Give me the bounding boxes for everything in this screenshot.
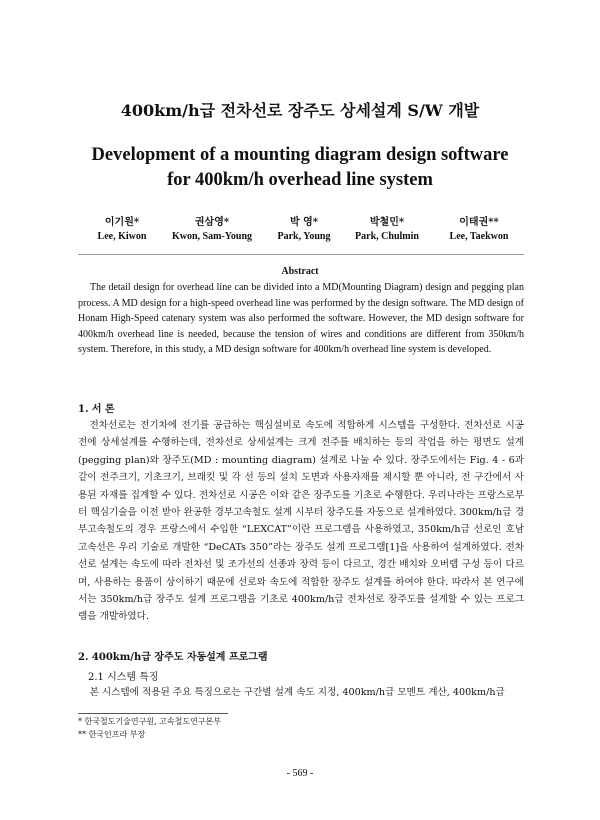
section-1-body <box>78 417 524 626</box>
author-2-name-ko: 권삼영* <box>194 217 230 228</box>
footnote-affiliation-1: * 한국철도기술연구원, 고속철도연구본부 <box>78 717 222 726</box>
section-1-heading: 1. 서 론 <box>78 404 115 415</box>
author-3-name-en: Park, Young <box>277 231 331 242</box>
author-1-name-ko: 이기원* <box>104 217 140 228</box>
page-number: - 569 - <box>286 768 314 779</box>
author-4-name-ko: 박철민* <box>369 217 405 228</box>
abstract-paragraph: The detail design for overhead line can be divided into a MD(Mounting Diagram) design and pegging plan process. A MD design for a high-speed overhead line was performed by the design software. The MD design of Honam High-Speed catenary system was also performed the software. However, the MD design software for 400km/h overhead line is needed, because the tension of wires and conditions are different from 350km/h system. Therefore, in this study, a MD design software for 400km/h overhead line system is developed. <box>78 282 524 356</box>
title-en-line2: for 400km/h overhead line system <box>167 170 433 190</box>
paper-title-korean: 400km/h급 전차선로 장주도 상세설계 S/W 개발 <box>120 101 480 120</box>
author-5 <box>419 216 539 244</box>
author-2-name-en: Kwon, Sam-Young <box>171 231 253 242</box>
section-1-paragraph: 전차선로는 전기차에 전기를 공급하는 핵심설비로 속도에 적합하게 시스템을 구성한다. 전차선로 시공 전에 상세설계를 수행하는데, 전차선로 상세설계는 크게 전주를 배치하는 등의 작업을 하는 평면도 설계(pegging plan)와 장주도(MD : mounting diagram) 설계로 나눌 수 있다. 장주도에서는 Fig. 4 - 6과 같이 전주크기, 기초크기, 브래킷 및 각 선 등의 설치 도면과 사용자재를 제시할 뿐 아니라, 전 구간에서 사용된 자재를 집계할 수 있다. 전차선로 시공은 이와 같은 장주도를 기초로 수행한다. 우리나라는 프랑스로부터 핵심기술을 이전 받아 완공한 경부고속철도 설계 시부터 장주도를 자동으로 설계하였다. 300km/h급 경부고속철도의 경우 프랑스에서 수입한 “LEXCAT”이란 프로그램을 사용하였고, 350km/h급 선로인 호남고속선은 우리 기술로 개발한 “DeCATs 350”라는 장주도 설계 프로그램[1]을 사용하여 설계하였다. 전차선로 설계는 속도에 따라 전차선 및 조가선의 선종과 장력 등이 다르고, 경간 배치와 오버랩 구성 등이 다르며, 사용하는 용품이 상이하기 때문에 선로와 속도에 적합한 장주도 설계를 하여야 한다. 따라서 본 연구에서는 350km/h급 장주도 설계 프로그램을 기초로 400km/h급 전차선로 장주도를 설계할 수 있는 프로그램을 개발하였다. <box>78 420 524 623</box>
footnote-divider <box>78 713 228 714</box>
footnote-affiliation-2: ** 한국인프라 부장 <box>78 730 146 739</box>
author-4-name-en: Park, Chulmin <box>355 231 419 242</box>
author-3-name-ko: 박 영* <box>289 217 319 228</box>
author-5-name-ko: 이태권** <box>459 217 499 228</box>
abstract-body <box>78 280 524 358</box>
section-2-1-heading: 2.1 시스템 특징 <box>88 672 159 683</box>
paper-title-english <box>0 143 600 193</box>
section-2-heading: 2. 400km/h급 장주도 자동설계 프로그램 <box>78 652 268 663</box>
header-divider <box>78 254 524 255</box>
section-2-1-paragraph: 본 시스템에 적용된 주요 특징으로는 구간별 설계 속도 지정, 400km/h급 모멘트 계산, 400km/h급 <box>89 687 505 698</box>
section-2-1-body <box>78 684 524 701</box>
title-en-line1: Development of a mounting diagram design software <box>91 145 509 165</box>
author-5-name-en: Lee, Taekwon <box>449 231 509 242</box>
author-1-name-en: Lee, Kiwon <box>97 231 147 242</box>
abstract-heading: Abstract <box>281 266 319 277</box>
